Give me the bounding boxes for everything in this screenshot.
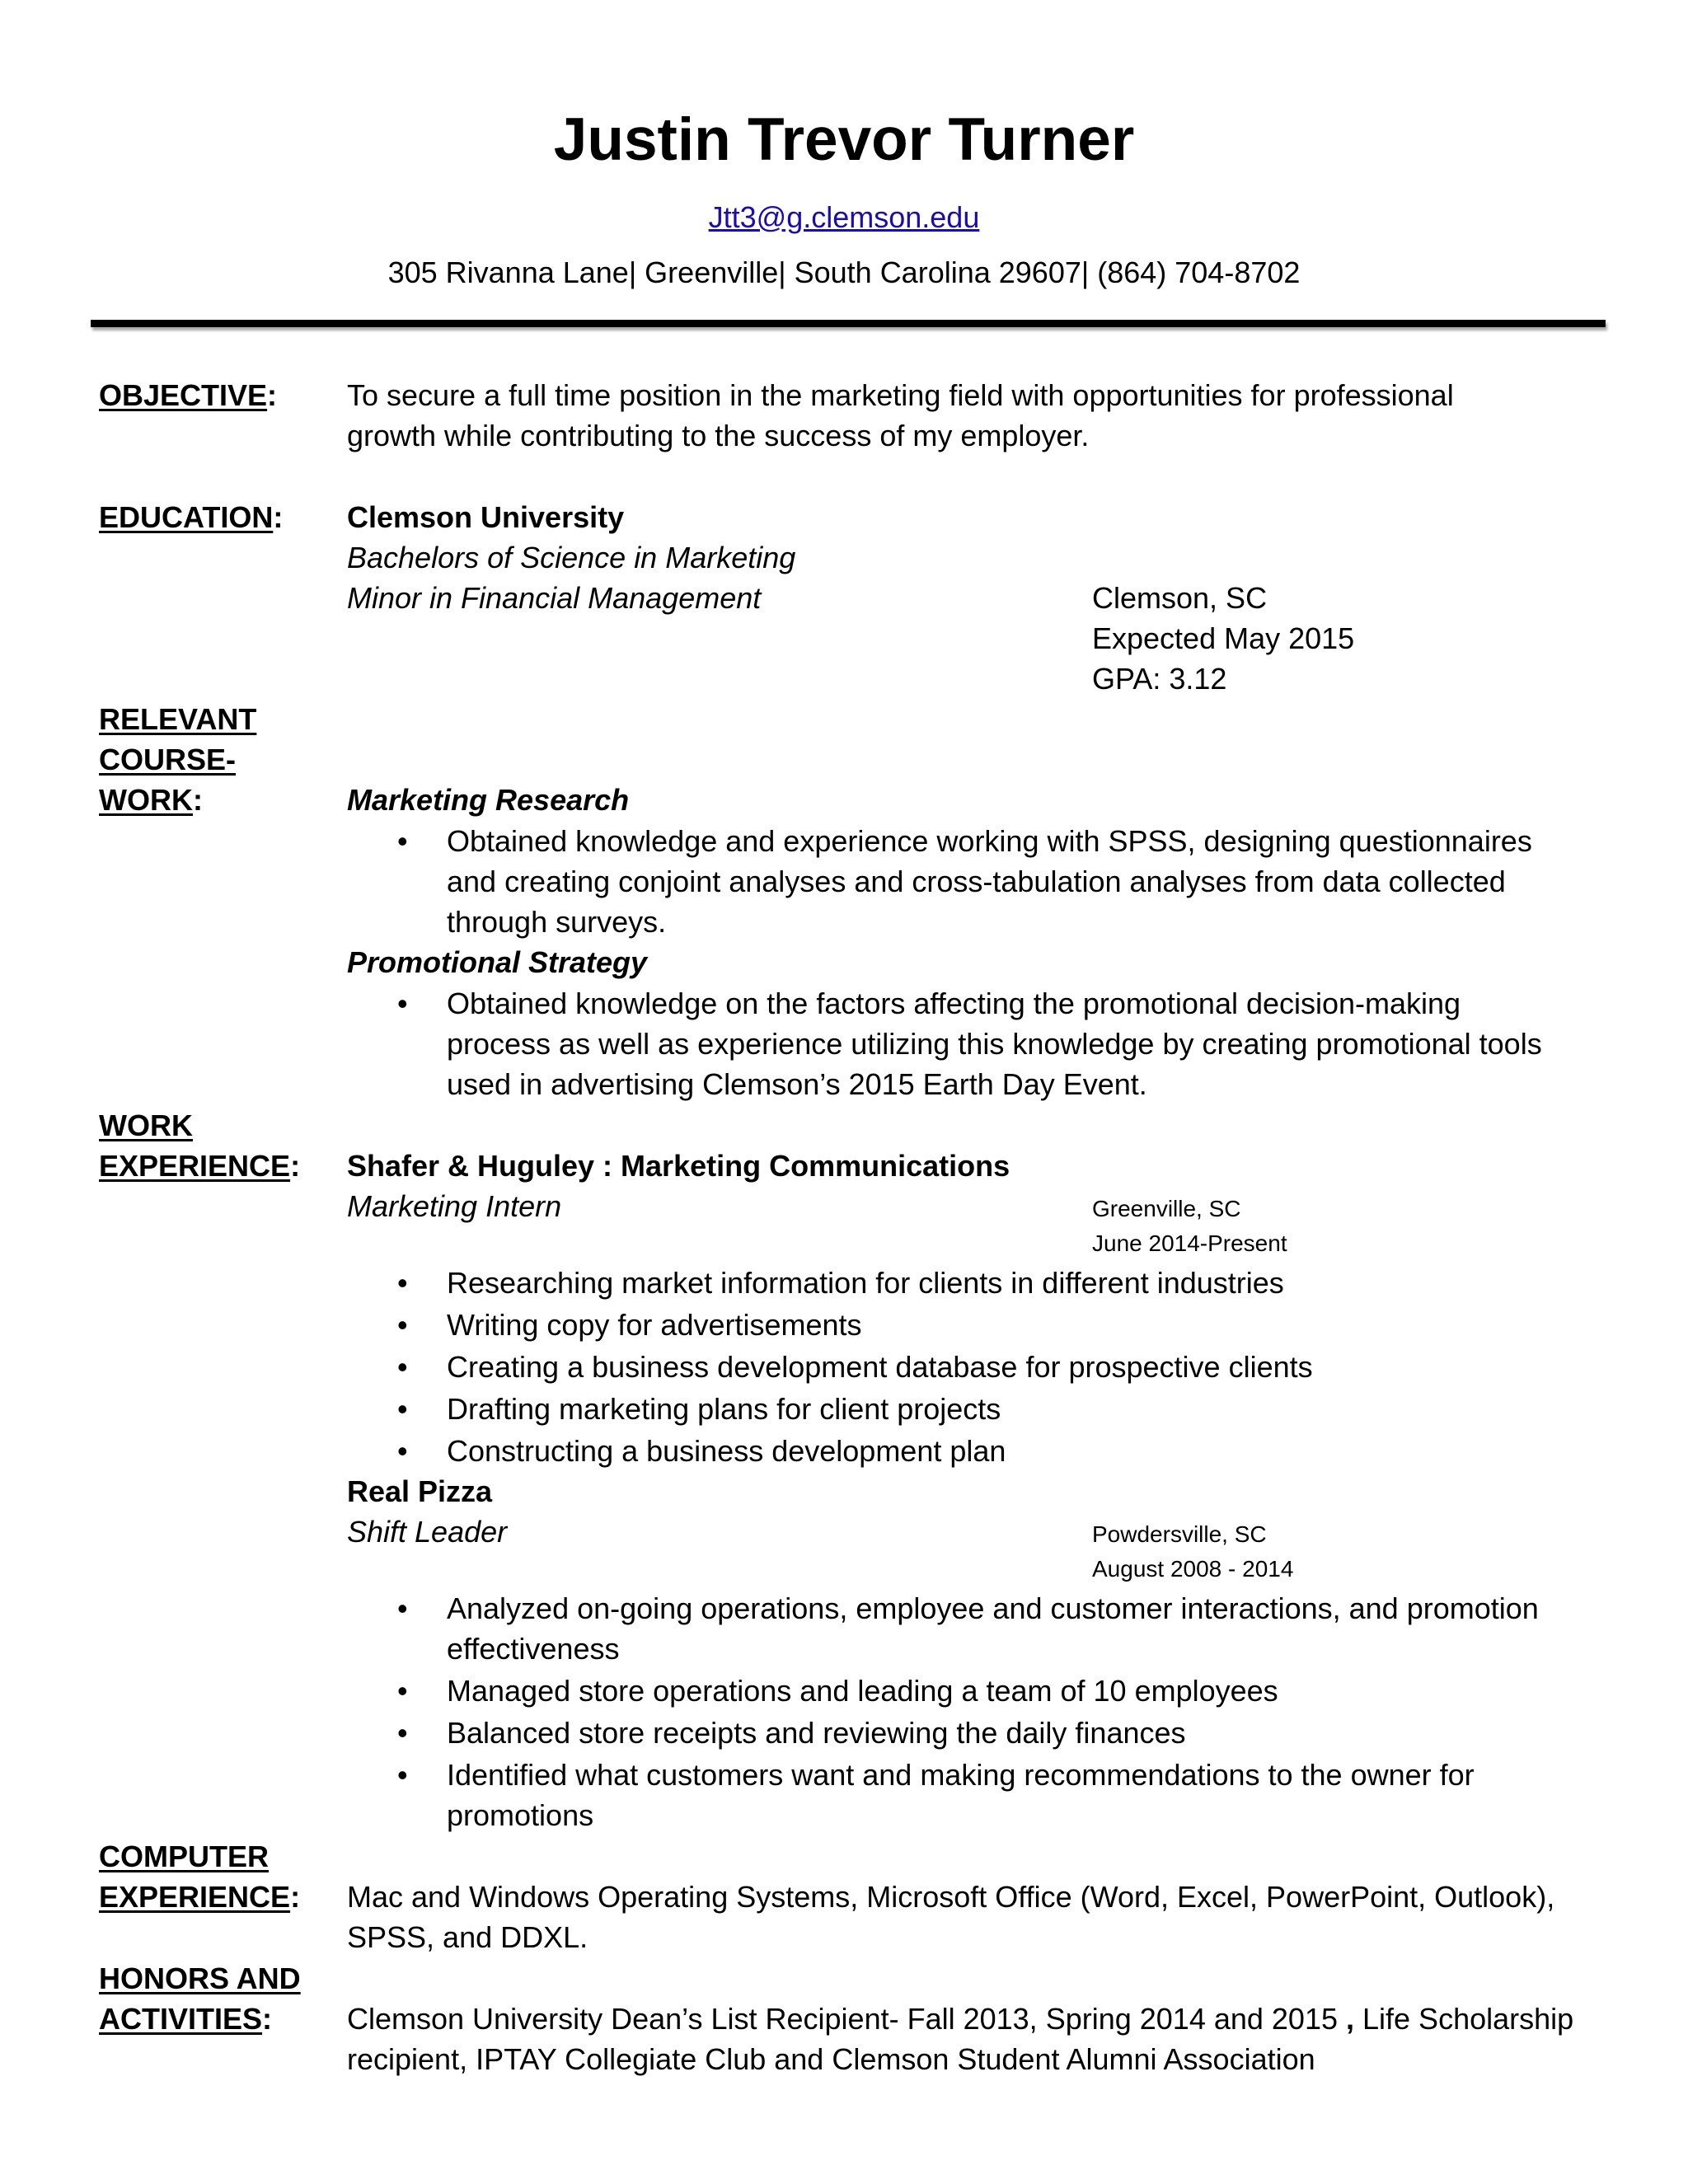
address-line: 305 Rivanna Lane| Greenville| South Carolina 29607| (864) 704-8702 <box>387 255 1301 289</box>
course-title: Promotional Strategy <box>347 945 648 979</box>
job-bullet: Analyzed on-going operations, employee and customer interactions, and promotion <box>447 1591 1539 1625</box>
job-role: Marketing Intern <box>347 1189 562 1223</box>
job-dates: August 2008 - 2014 <box>1092 1556 1294 1582</box>
education-degree: Bachelors of Science in Marketing <box>347 541 796 574</box>
computer-label-line-2: EXPERIENCE: <box>99 1880 301 1914</box>
job-bullet-continuation: promotions <box>447 1798 594 1832</box>
course-line: process as well as experience utilizing this knowledge by creating promotional tools <box>447 1027 1542 1061</box>
bullet-dot: • <box>397 1308 408 1342</box>
job-bullet: Constructing a business development plan <box>447 1434 1006 1468</box>
bullet-dot: • <box>397 1350 408 1384</box>
job-bullet: Writing copy for advertisements <box>447 1308 862 1342</box>
job-dates: June 2014-Present <box>1092 1230 1287 1256</box>
coursework-label-line-3: WORK: <box>99 783 203 817</box>
computer-label-line-1: COMPUTER <box>99 1840 269 1873</box>
computer-line-2: SPSS, and DDXL. <box>347 1920 588 1954</box>
bullet-dot: • <box>397 1591 408 1625</box>
coursework-label-line-2: COURSE- <box>99 743 237 776</box>
course-line: and creating conjoint analyses and cross-tabulation analyses from data collected <box>447 865 1506 898</box>
bullet-dot: • <box>397 1266 408 1300</box>
course-line: Obtained knowledge on the factors affecting the promotional decision-making <box>447 987 1461 1020</box>
job-location: Powdersville, SC <box>1092 1521 1267 1547</box>
course-title: Marketing Research <box>347 783 630 817</box>
education-label: EDUCATION: <box>99 500 284 534</box>
job-role: Shift Leader <box>347 1515 508 1549</box>
honors-scholarship: Life Scholarship <box>1362 2002 1574 2036</box>
coursework-label-line-1: RELEVANT <box>99 702 257 736</box>
bullet-dot: • <box>397 1716 408 1750</box>
bullet-dot: • <box>397 987 408 1020</box>
honors-separator: , <box>1338 2002 1363 2036</box>
bullet-dot: • <box>397 824 408 858</box>
education-gpa: GPA: 3.12 <box>1092 662 1227 696</box>
candidate-name: Justin Trevor Turner <box>553 106 1135 173</box>
objective-line-2: growth while contributing to the success of my employer. <box>347 419 1090 452</box>
course-line: used in advertising Clemson’s 2015 Earth Day Event. <box>447 1067 1147 1101</box>
objective-line-1: To secure a full time position in the marketing field with opportunities for professional <box>347 378 1454 412</box>
email-link[interactable]: Jtt3@g.clemson.edu <box>708 200 980 234</box>
bullet-dot: • <box>397 1758 408 1792</box>
bullet-dot: • <box>397 1392 408 1426</box>
honors-line-1 <box>347 1999 1573 2039</box>
job-bullet: Identified what customers want and making recommendations to the owner for <box>447 1758 1475 1792</box>
job-bullet: Managed store operations and leading a team of 10 employees <box>447 1674 1278 1708</box>
education-expected: Expected May 2015 <box>1092 621 1355 655</box>
honors-deans-list: Clemson University Dean’s List Recipient- Fall 2013, Spring 2014 and 2015 <box>347 2002 1338 2036</box>
header-divider <box>91 320 1606 327</box>
education-location: Clemson, SC <box>1092 581 1268 615</box>
job-bullet-continuation: effectiveness <box>447 1632 620 1666</box>
computer-line-1: Mac and Windows Operating Systems, Microsoft Office (Word, Excel, PowerPoint, Outlook), <box>347 1880 1555 1914</box>
job-bullet: Balanced store receipts and reviewing the daily finances <box>447 1716 1186 1750</box>
honors-label-line-1: HONORS AND <box>99 1961 301 1995</box>
bullet-dot: • <box>397 1434 408 1468</box>
job-bullet: Creating a business development database for prospective clients <box>447 1350 1313 1384</box>
work-label-line-2: EXPERIENCE: <box>99 1149 301 1183</box>
honors-line-2: recipient, IPTAY Collegiate Club and Clemson Student Alumni Association <box>347 2042 1315 2076</box>
job-bullet: Drafting marketing plans for client projects <box>447 1392 1001 1426</box>
objective-label: OBJECTIVE: <box>99 378 278 412</box>
job-company: Real Pizza <box>347 1474 493 1508</box>
course-line: Obtained knowledge and experience working with SPSS, designing questionnaires <box>447 824 1532 858</box>
course-line: through surveys. <box>447 905 667 939</box>
education-school: Clemson University <box>347 500 625 534</box>
job-bullet: Researching market information for clients in different industries <box>447 1266 1284 1300</box>
job-company: Shafer & Huguley : Marketing Communications <box>347 1149 1010 1183</box>
work-label-line-1: WORK <box>99 1108 193 1142</box>
job-location: Greenville, SC <box>1092 1196 1241 1221</box>
education-minor: Minor in Financial Management <box>347 581 762 615</box>
email-line <box>0 198 1688 237</box>
bullet-dot: • <box>397 1674 408 1708</box>
honors-label-line-2: ACTIVITIES: <box>99 2002 273 2036</box>
